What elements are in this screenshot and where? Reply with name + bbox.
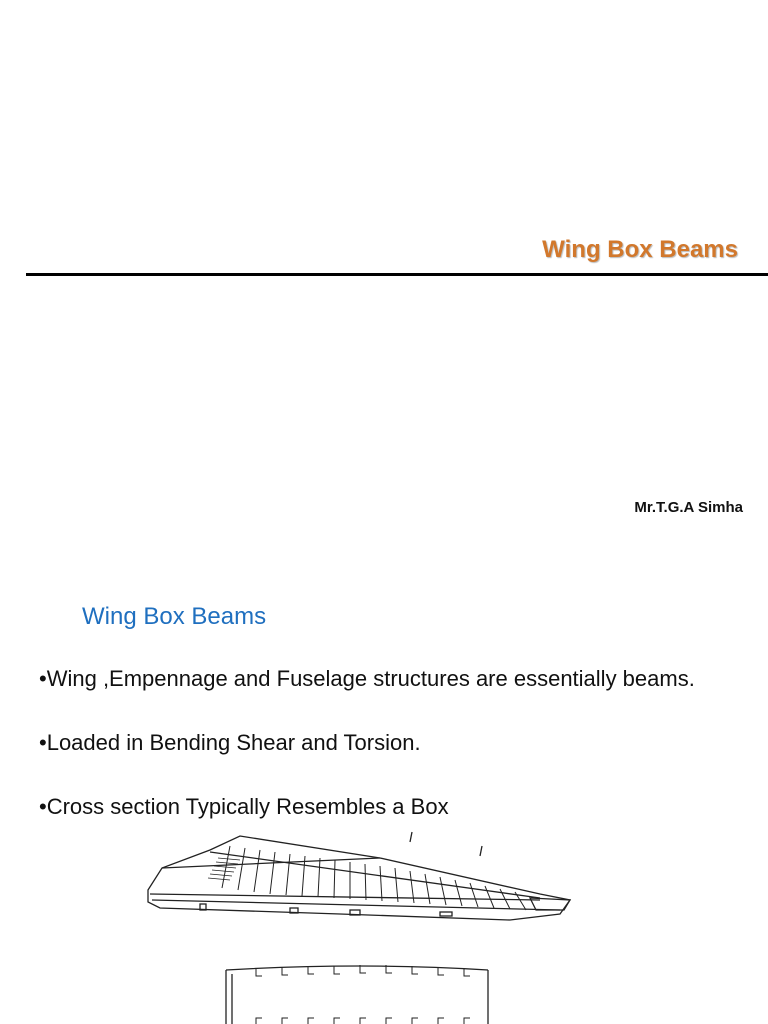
bullet-item: • Cross section Typically Resembles a Box <box>39 792 764 856</box>
bullet-item: • Loaded in Bending Shear and Torsion. <box>39 728 764 792</box>
title-divider <box>26 273 768 276</box>
box-cross-section-icon <box>222 962 522 1024</box>
author-name: Mr.T.G.A Simha <box>634 499 743 516</box>
wing-box-illustration-icon <box>140 828 580 928</box>
bullet-item: • Wing ,Empennage and Fuselage structures are essentially beams. <box>39 664 764 728</box>
slide-title: Wing Box Beams <box>542 236 738 263</box>
section-heading: Wing Box Beams <box>82 603 267 630</box>
